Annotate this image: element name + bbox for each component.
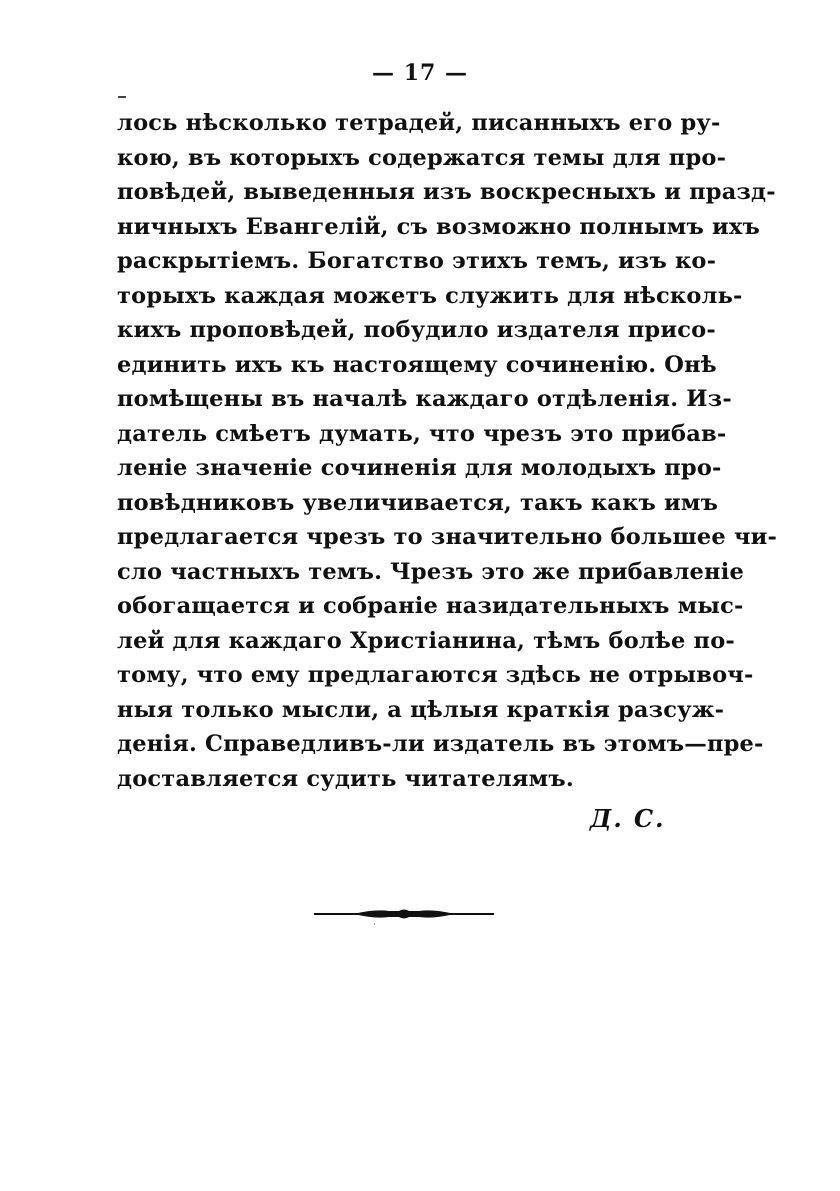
ornamental-divider-icon [314,902,494,930]
text-line: торыхъ каждая можетъ служить для нѣсколь- [117,282,743,309]
text-line: раскрытіемъ. Богатство этихъ темъ, изъ ко- [117,248,717,274]
text-line: тому, что ему предлагаются здѣсь не отрывоч- [117,662,754,688]
text-line: единить ихъ къ настоящему сочиненію. Онѣ [117,351,717,378]
text-line: датель смѣетъ думать, что чрезъ это прибав- [117,420,727,447]
text-line: помѣщены въ началѣ каждаго отдѣленія. Из- [117,386,732,412]
text-line: леніе значеніе сочиненія для молодыхъ про- [117,455,722,481]
text-line: кихъ проповѣдей, побудило издателя присо- [117,317,716,343]
text-line: ныя только мысли, а цѣлыя краткія разсуж- [117,696,725,723]
print-speck [118,96,126,98]
text-line: повѣдниковъ увеличивается, такъ какъ имъ [117,489,719,516]
text-line: обогащается и собраніе назидательныхъ мыс- [117,593,744,619]
text-line: кою, въ которыхъ содержатся темы для про- [117,144,727,171]
signature-initials: Д. С. [590,804,666,833]
text-line: предлагается чрезъ то значительно большее чи- [117,524,778,550]
text-line: лей для каждаго Христіанина, тѣмъ болѣе по- [117,627,735,654]
text-line: ничныхъ Евангелій, съ возможно полнымъ ихъ [117,213,760,240]
body-text [117,106,778,796]
text-line-last: доставляется судить читателямъ. [117,765,574,792]
text-line: лось нѣсколько тетрадей, писанныхъ его ру- [117,110,721,136]
page-number: — 17 — [372,60,468,86]
text-line: денія. Справедливъ-ли издатель въ этомъ—пре- [117,731,764,757]
text-line: повѣдей, выведенныя изъ воскресныхъ и празд- [117,179,776,205]
text-line: сло частныхъ темъ. Чрезъ это же прибавленіе [117,558,744,585]
